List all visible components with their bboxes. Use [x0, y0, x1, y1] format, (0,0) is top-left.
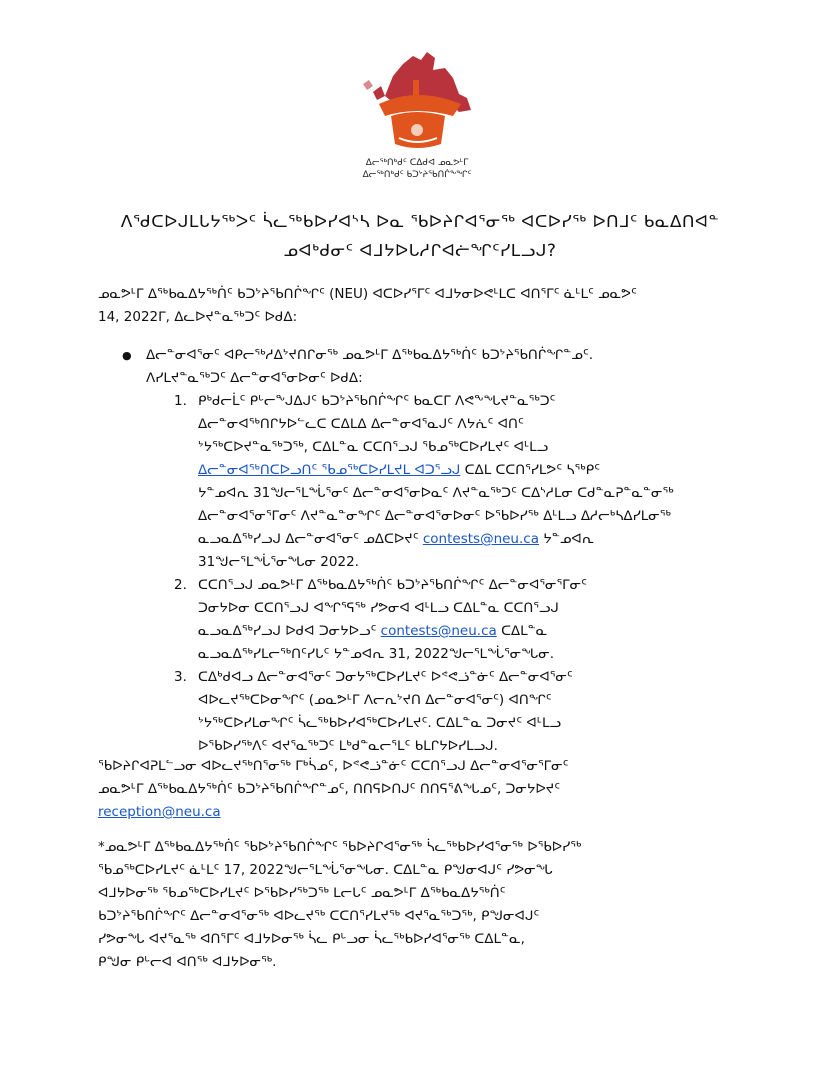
note-line1: *ᓄᓇᕗᒻᒥ ᐃᖅᑲᓇᐃᔭᖅᑏᑦ ᖃᐅᔾᔨᖃᑎᒌᖏᑦ ᖃᐅᔨᒋᐊᕐᓂᖅ ᓵᓚᖅᑲᐅᓯᐊᕐᓂᖅ ᐅᖃᐅᓯᖅ — [98, 839, 582, 855]
note-line6: ᑭᖑᓂ ᑭᒡᓕᐊ ᐊᑎᖅ ᐊᒧᔭᐅᓂᖅ. — [98, 954, 277, 970]
list-item-number: 2. — [174, 577, 187, 593]
list-item-text: ᔭᓐᓄᐊᕆ 31ᖑᓕᕐᒪᖔᕐᓂᑦ ᐃᓕᓐᓂᐊᕐᓂᐅᓇᑦ ᐱᔪᓐᓇᖅᑐᑦ ᑕᐃᔅᓱᒪᓂ ᑕᑯᓐᓇᕈᓐᓇᓐᓂᖅ — [198, 485, 674, 501]
title-line1: ᐱᖁᑕᐅᒍᒪᒐᔭᖅᐳᑦ ᓵᓚᖅᑲᐅᓯᐊᔅᓴ ᐅᓇ ᖃᐅᔨᒋᐊᕐᓂᖅ ᐊᑕᐅᓯᖅ ᐅᑎᒧᑦ ᑲᓇᐃᑎᐊᓐ — [120, 212, 720, 232]
note-line3: ᐊᒧᔭᐅᓂᖅ ᖃᓄᖅᑕᐅᓯᒪᔪᑦ ᐅᖃᐅᓯᖅᑐᖅ ᒪᓕᒐᑦ ᓄᓇᕗᒻᒥ ᐃᖅᑲᓇᐃᔭᖅᑏᑦ — [98, 885, 506, 901]
title-line2: ᓄᐊᒃᑯᓂᑦ ᐊᒧᔭᐅᒐᓱᒋᐊᓖᖏᑦᓯᒪᓗᒍ? — [283, 241, 557, 261]
list-item-text: ᓇᓗᓇᐃᖅᓯᓗᒍ ᐅᑯᐊ ᑐᓂᔭᐅᓗᑦ — [198, 623, 377, 639]
bullet-line1: ᐃᓕᓐᓂᐊᕐᓂᑦ ᐊᑭᓕᖅᓱᐃᔾᔪᑎᒋᓂᖅ ᓄᓇᕗᒻᒥ ᐃᖅᑲᓇᐃᔭᖅᑏᑦ ᑲᑐᔾᔨᖃᑎᒌᖏᓐᓄᑦ. — [146, 347, 594, 363]
note-line5: ᓯᕗᓂᖓ ᐊᔪᕐᓇᖅ ᐊᑎᕐᒥᑦ ᐊᒧᔭᐅᓂᖅ ᓵᓚ ᑭᒡᓗᓂ ᓵᓚᖅᑲᐅᓯᐊᕐᓂᖅ ᑕᐃᒪᓐᓇ, — [98, 931, 525, 947]
intro-line2: 14, 2022ᒥ, ᐃᓚᐅᔪᓐᓇᖅᑐᑦ ᐅᑯᐃ: — [98, 309, 298, 325]
list-item-text: ᔾᔭᖅᑕᐅᓯᒪᓂᖏᑦ ᓵᓚᖅᑲᐅᓯᐊᖅᑕᐅᓯᒪᔪᑦ. ᑕᐃᒪᓐᓇ ᑐᓂᔪᑦ ᐊᒻᒪᓗ — [198, 715, 561, 731]
logo-caption-line2: ᐃᓕᖅᑎᒃᑯᑦ ᑲᑐᔾᔨᖃᑎᒌᖕᖏᑦ — [362, 170, 472, 180]
list-item-text: ᑕᑕᑎᕐᓗᒍ ᓄᓇᕗᒻᒥ ᐃᖅᑲᓇᐃᔭᖅᑏᑦ ᑲᑐᔾᔨᖃᑎᒌᖏᑦ ᐃᓕᓐᓂᐊᕐᓂᕐᒥᓂᑦ — [198, 577, 588, 593]
list-item-text: ᑕᐃᒃᑯᐊᓗ ᐃᓕᓐᓂᐊᕐᓂᑦ ᑐᓂᔭᖅᑕᐅᓯᒪᔪᑦ ᐅᕝᕙᓘᓐᓃᑦ ᐃᓕᓐᓂᐊᕐᓂᑦ — [198, 669, 573, 685]
reception-email-link[interactable]: reception@neu.ca — [98, 804, 221, 820]
contests-email-link[interactable]: contests@neu.ca — [380, 623, 497, 639]
list-item-text: ᐊᐅᓚᔪᖅᑕᐅᓂᖏᑦ (ᓄᓇᕗᒻᒥ ᐱᓕᕆᔾᔪᑎ ᐃᓕᓐᓂᐊᕐᓂᑦ) ᐊᑎᖏᑦ — [198, 692, 552, 708]
bullet-text — [146, 344, 736, 390]
list-item-text: ᑐᓂᔭᐅᓂ ᑕᑕᑎᕐᓗᒍ ᐊᖏᕐᕋᖅ ᓯᕗᓂᐊ ᐊᒻᒪᓗ ᑕᐃᒪᓐᓇ ᑕᑕᑎᕐᓗᒍ — [198, 600, 559, 616]
logo-caption — [320, 157, 514, 181]
requirements-list — [174, 390, 734, 758]
bullet-icon: ● — [122, 349, 132, 362]
list-item-text: ᑭᒃᑯᓕᒫᑦ ᑭᒡᓕᖕᒍᐃᒍᑦ ᑲᑐᔾᔨᖃᑎᒌᖏᑦ ᑲᓇᑕᒥ ᐱᕙᖕᖓᔪᓐᓇᖅᑐᑦ — [198, 393, 556, 409]
contact-line2: ᓄᓇᕗᒻᒥ ᐃᖅᑲᓇᐃᔭᖅᑏᑦ ᑲᑐᔾᔨᖃᑎᒌᖏᓐᓄᑦ, ᑎᑎᕋᐅᑎᒍᑦ ᑎᑎᕋᕐᕕᖓᓄᑦ, ᑐᓂᔭᐅᔪᑦ — [98, 781, 561, 797]
contact-paragraph — [98, 755, 738, 824]
list-item-text: ᐅᖃᐅᓯᖅᐱᑦ ᐊᔪᕐᓇᖅᑐᑦ ᒪᒃᑯᓐᓇᓕᕐᒪᑦ ᑲᒪᒋᔭᐅᓯᒪᓗᒍ. — [198, 738, 498, 754]
list-item-text: ᐃᓕᓐᓂᐊᖅᑎᒋᔭᐅᓪᓚᑕ ᑕᐃᒪᐃ ᐃᓕᓐᓂᐊᕐᓇᒍᑦ ᐱᔭᕇᑦ ᐊᑎᑦ — [198, 416, 524, 432]
list-item-text: ᑕᐃᒪ ᑕᑕᑎᕐᓯᒪᕗᑦ ᓴᖅᑭᑦ — [460, 462, 600, 478]
list-item-text: 31ᖑᓕᕐᒪᖔᕐᓂᖓᓂ 2022. — [198, 554, 359, 570]
list-item-number: 1. — [174, 393, 187, 409]
page-title — [110, 208, 730, 266]
logo-caption-line1: ᐃᓕᖅᑎᒃᑯᑦ ᑕᐃᑯᐊ ᓄᓇᕗᒻᒥ — [365, 158, 469, 168]
list-item-text: ᓇᓗᓇᐃᖅᓯᒪᓕᖅᑎᑦᓯᒐᑦ ᔭᓐᓄᐊᕆ 31, 2022ᖑᓕᕐᒪᖔᕐᓂᖓᓂ. — [198, 646, 555, 662]
note-paragraph — [98, 836, 738, 974]
list-item-text: ᑕᐃᒪᓐᓇ — [496, 623, 548, 639]
intro-line1: ᓄᓇᕗᒻᒥ ᐃᖅᑲᓇᐃᔭᖅᑏᑦ ᑲᑐᔾᔨᖃᑎᒌᖏᑦ (NEU) ᐊᑕᐅᓯᕐᒥᑦ ᐊᒧᔭᓂᐅᕙᒻᒪᑕ ᐊᑎᕐᒥᑦ ᓈᒻᒪᑦ ᓄᓇᕗᑦ — [98, 286, 637, 302]
list-item-text: ᓇᓗᓇᐃᖅᓯᓗᒍ ᐃᓕᓐᓂᐊᕐᓂᑦ ᓄᐃᑕᐅᔪᑦ — [198, 531, 419, 547]
note-line2: ᖃᓄᖅᑕᐅᓯᒪᔪᑦ ᓈᒻᒪᑦ 17, 2022ᖑᓕᕐᒪᖔᕐᓂᖓᓂ. ᑕᐃᒪᓐᓇ ᑭᖑᓂᐊᒍᑦ ᓯᕗᓂᖓ — [98, 862, 553, 878]
intro-paragraph — [98, 283, 738, 329]
note-line4: ᑲᑐᔾᔨᖃᑎᒌᖏᑦ ᐃᓕᓐᓂᐊᕐᓂᖅ ᐊᐅᓚᔪᖅ ᑕᑕᑎᕐᓯᒪᔪᖅ ᐊᔪᕐᓇᖅᑐᖅ, ᑭᖑᓂᐊᒍᑦ — [98, 908, 540, 924]
list-item-number: 3. — [174, 669, 187, 685]
list-item-text: ᐃᓕᓐᓂᐊᕐᓂᕐᒥᓂᑦ ᐱᔪᓐᓇᓐᓂᖏᑦ ᐃᓕᓐᓂᐊᕐᓂᐅᓂᑦ ᐅᖃᐅᓯᖅ ᐃᒻᒪᓗ ᐃᓱᓕᒃᓴᐃᓯᒪᓂᖅ — [198, 508, 671, 524]
list-item — [174, 666, 734, 758]
list-item-text: ᔭᓐᓄᐊᕆ — [538, 531, 595, 547]
list-item-text: ᔾᔭᖅᑕᐅᔪᓐᓇᖅᑐᖅ, ᑕᐃᒪᓐᓇ ᑕᑕᑎᕐᓗᒍ ᖃᓄᖅᑕᐅᓯᒪᔪᑦ ᐊᒻᒪᓗ — [198, 439, 549, 455]
contact-line1: ᖃᐅᔨᒋᐊᕈᒪᓪᓗᓂ ᐊᐅᓚᔪᖅᑎᕐᓂᖅ ᒥᒃᓵᓄᑦ, ᐅᕝᕙᓘᓐᓃᑦ ᑕᑕᑎᕐᓗᒍ ᐃᓕᓐᓂᐊᕐᓂᕐᒥᓂᑦ — [98, 758, 569, 774]
eligibility-link[interactable]: ᐃᓕᓐᓂᐊᖅᑎᑕᐅᓗᑎᑦ ᖃᓄᖅᑕᐅᓯᒪᔪᒪ ᐊᑐᕐᓗᒍ — [198, 462, 461, 478]
bullet-line2: ᐱᓯᒪᔪᓐᓇᖅᑐᑦ ᐃᓕᓐᓂᐊᕐᓂᐅᓂᑦ ᐅᑯᐃ: — [146, 370, 363, 386]
contests-email-link[interactable]: contests@neu.ca — [422, 531, 539, 547]
list-item — [174, 390, 734, 574]
list-item — [174, 574, 734, 666]
